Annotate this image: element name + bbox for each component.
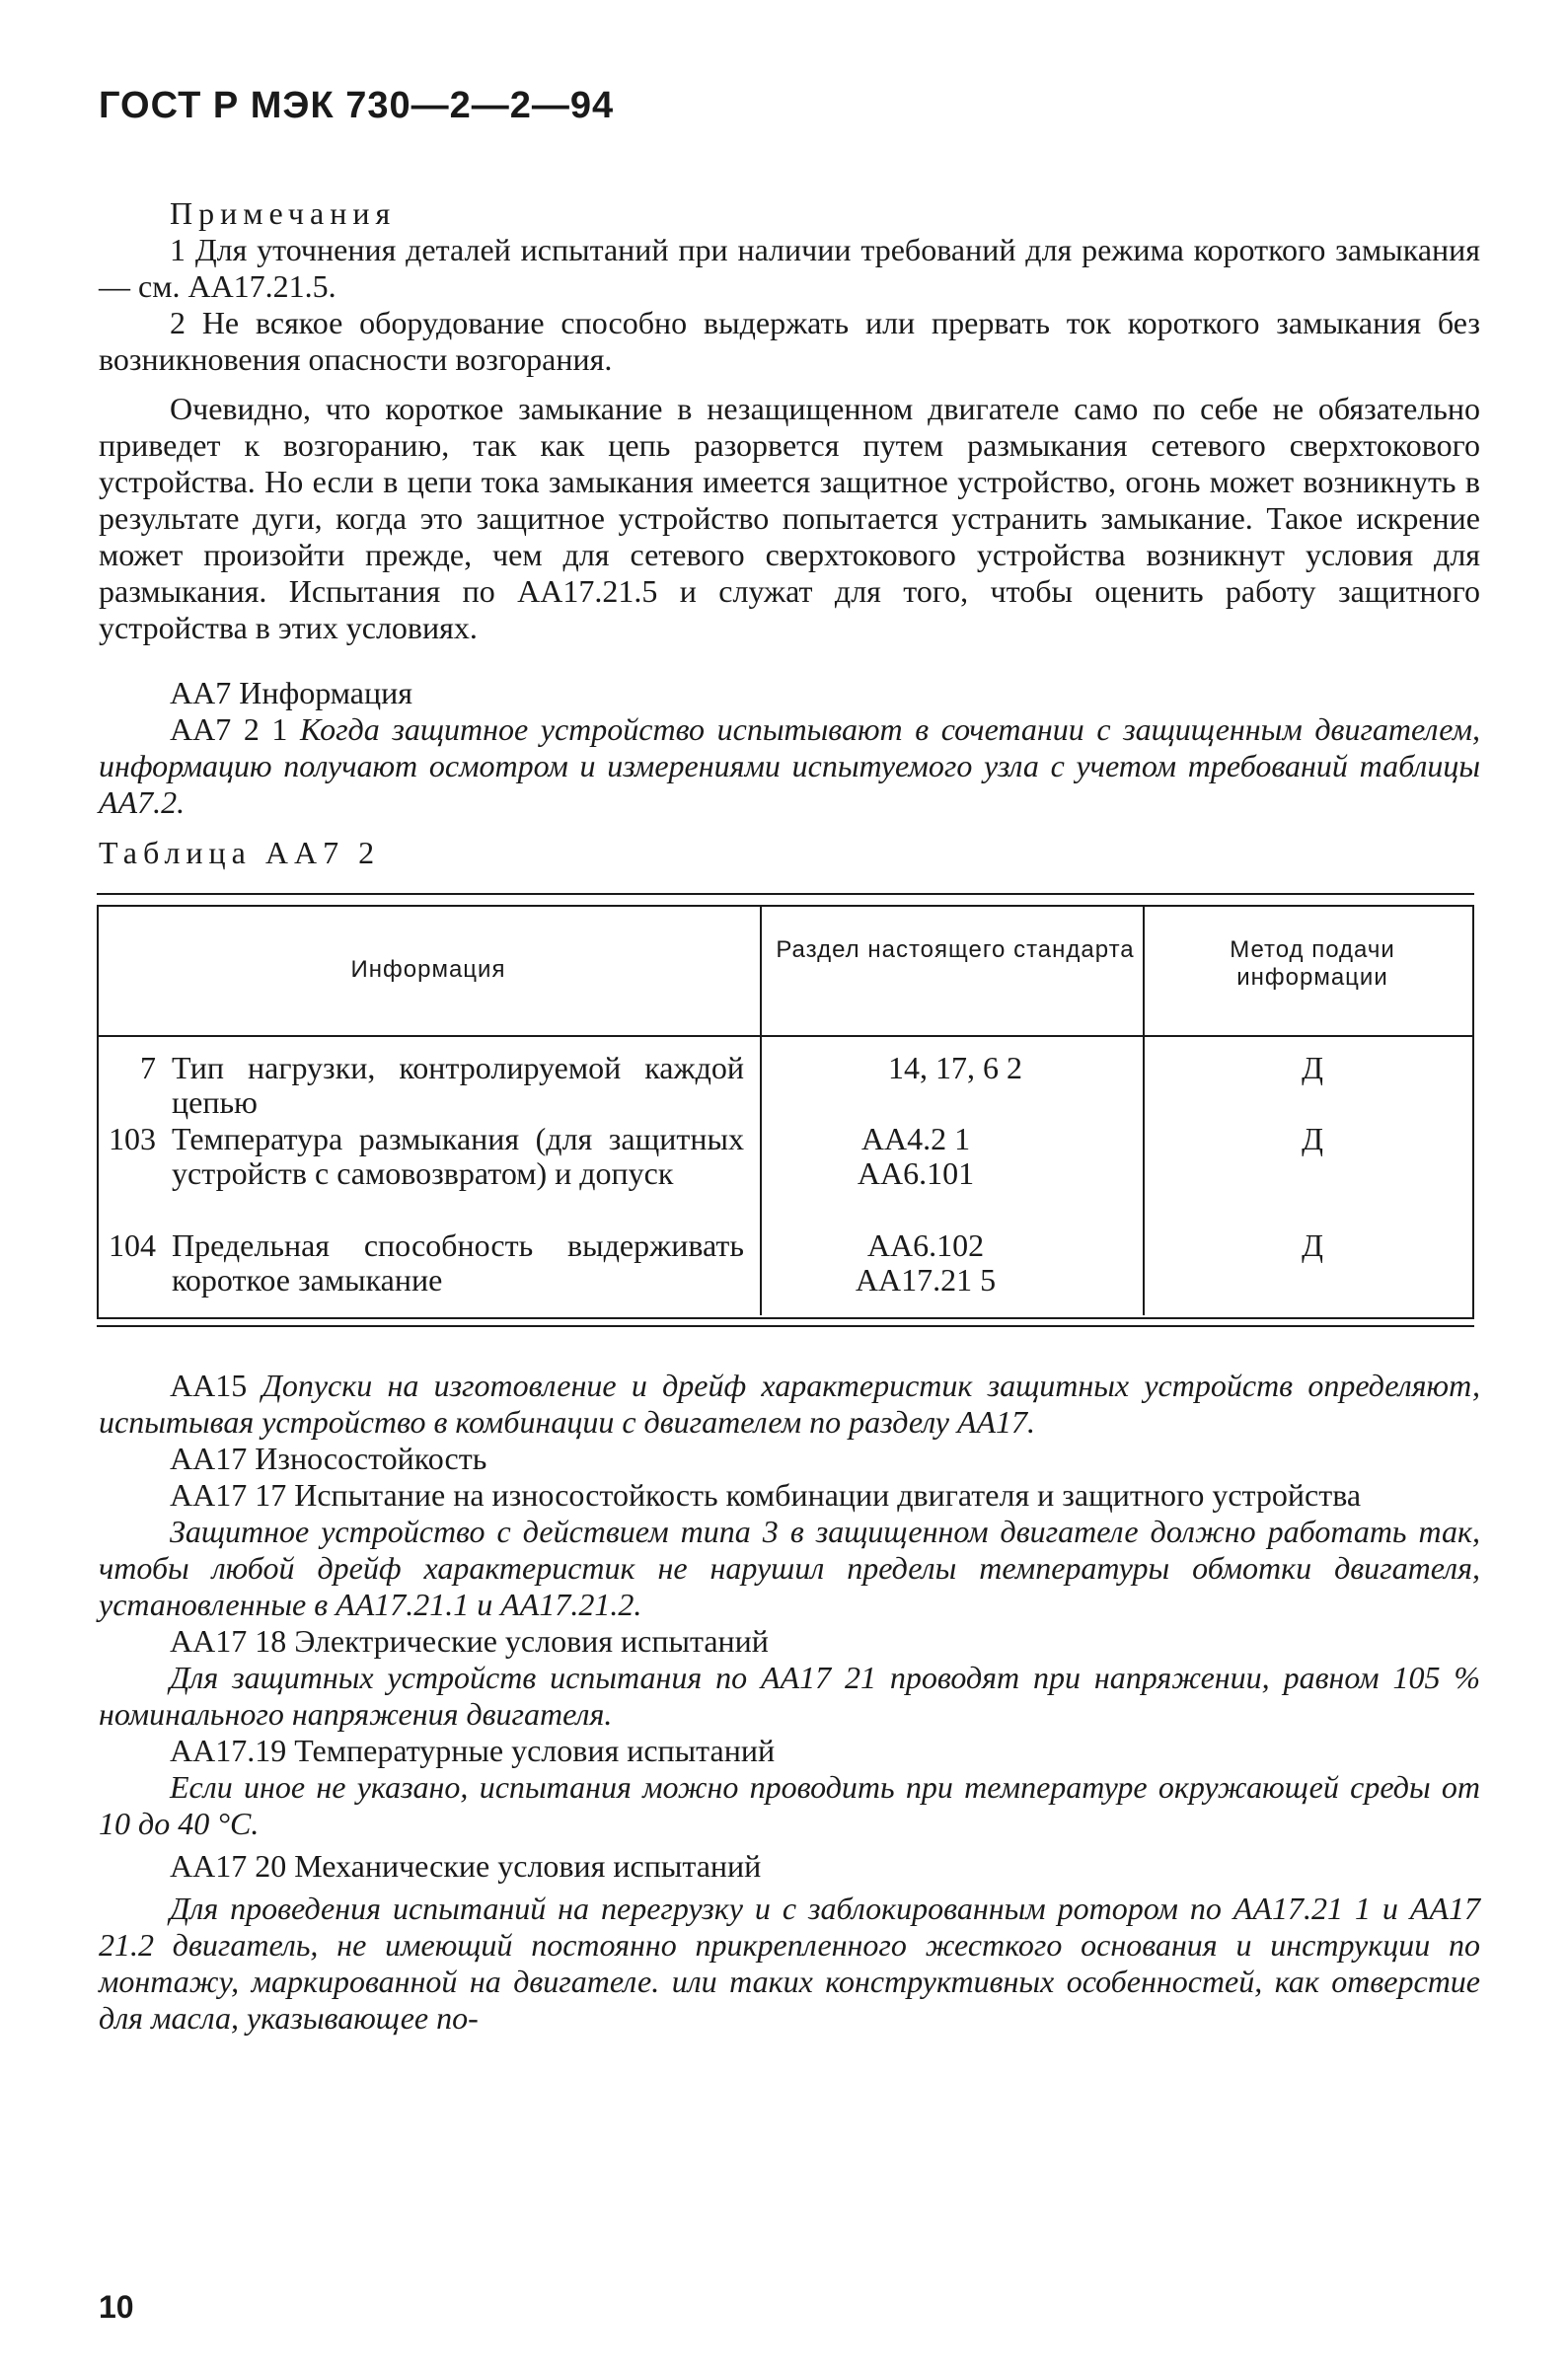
row-section: АА4.2 1 АА6.101 <box>857 1121 975 1191</box>
section-aa15 <box>99 1368 1480 1441</box>
section-aa17-19-text: Если иное не указано, испытания можно проводить при температуре окружающей среды от 10 до 40 °С. <box>99 1769 1480 1841</box>
note-2: 2 Не всякое оборудование способно выдержать или прервать ток короткого замыкания без возникновения опасности возгорания. <box>99 305 1480 377</box>
row-section: АА6.102 АА17.21 5 <box>855 1227 997 1298</box>
section-aa17-heading: АА17 Износостойкость <box>170 1441 487 1476</box>
table-header-method: Метод подачи информации <box>1230 936 1395 991</box>
row-method: Д <box>1302 1050 1323 1085</box>
row-section: 14, 17, 6 2 <box>888 1050 1022 1085</box>
document-header: ГОСТ Р МЭК 730—2—2—94 <box>99 85 615 126</box>
table-caption-block <box>99 835 1480 871</box>
table-caption: Таблица АА7 2 <box>99 835 381 870</box>
row-info: Температура размыкания (для защитных устройств с самовозвратом) и допуск <box>172 1121 744 1191</box>
row-number: 7 <box>140 1050 156 1085</box>
notes-title: Примечания <box>170 195 397 231</box>
clause-text: Допуски на изготовление и дрейф характеристик защитных устройств определяют, испытывая устройство в комбинации с двигателем по разделу АА17. <box>99 1368 1481 1440</box>
table-header-section: Раздел настоящего стандарта <box>776 936 1135 963</box>
table-bottom-rule <box>97 1317 1474 1319</box>
clause-text: Когда защитное устройство испытывают в сочетании с защищенным двигателем, информацию получают осмотром и измерениями испытуемого узла с учетом требований таблицы АА7.2. <box>99 711 1481 820</box>
row-info: Тип нагрузки, контролируемой каждой цепью <box>172 1050 744 1120</box>
paragraph-short-circuit <box>99 391 1480 646</box>
table-top-rule-2 <box>97 905 1474 907</box>
body-sections <box>99 1368 1480 2037</box>
paragraph-text: Очевидно, что короткое замыкание в незащищенном двигателе само по себе не обязательно приведет к возгоранию, так как цепь разорвется путем размыкания сетевого сверхтокового устройства. Но если в цепи тока замыкания имеется защитное устройство, огонь может возникнуть в результате дуги, когда это защитное устройство попытается устранить замыкание. Такое искрение может произойти прежде, чем для сетевого сверхтокового устройства возникнут условия для размыкания. Испытания по АА17.21.5 и служат для того, чтобы оценить работу защитного устройства в этих условиях. <box>99 391 1480 645</box>
section-aa7-heading: АА7 Информация <box>170 675 412 710</box>
section-aa17-17-text: Защитное устройство с действием типа 3 в защищенном двигателе должно работать так, чтобы любой дрейф характеристик не нарушил пределы температуры обмотки двигателя, установленные в АА17.21.1 и АА17.21.2. <box>99 1514 1480 1622</box>
table-col-divider-1 <box>760 907 762 1315</box>
notes-section <box>99 195 1480 378</box>
clause-label: АА7 2 1 <box>170 711 288 747</box>
section-aa17-20-text: Для проведения испытаний на перегрузку и с заблокированным ротором по АА17.21 1 и АА17 21.2 двигатель, не имеющий постоянно прикрепленного жесткого основания и инструкции по монтажу, маркированной на двигателе. или таких конструктивных особенностей, как отверстие для масла, указывающее по- <box>99 1891 1480 2036</box>
table-header-info: Информация <box>350 956 506 983</box>
section-aa7-2-1 <box>99 711 1480 821</box>
table-bottom-rule-2 <box>97 1325 1474 1327</box>
row-number: 104 <box>109 1227 156 1263</box>
table-top-rule <box>97 893 1474 895</box>
row-method: Д <box>1302 1121 1323 1156</box>
table-right-border <box>1472 905 1474 1319</box>
table-col-divider-2 <box>1143 907 1145 1315</box>
row-method: Д <box>1302 1227 1323 1263</box>
section-aa17-20: АА17 20 Механические условия испытаний <box>170 1848 762 1884</box>
clause-label: АА15 <box>170 1368 248 1403</box>
table-header-rule <box>97 1035 1474 1037</box>
section-aa17-18: АА17 18 Электрические условия испытаний <box>170 1623 769 1659</box>
section-aa7 <box>99 675 1480 821</box>
row-info: Предельная способность выдерживать короткое замыкание <box>172 1227 744 1298</box>
row-number: 103 <box>109 1121 156 1156</box>
section-aa17-19: АА17.19 Температурные условия испытаний <box>170 1733 776 1768</box>
section-aa17-17: АА17 17 Испытание на износостойкость комбинации двигателя и защитного устройства <box>170 1477 1362 1513</box>
section-aa17-18-text: Для защитных устройств испытания по АА17 21 проводят при напряжении, равном 105 % номинального напряжения двигателя. <box>99 1660 1480 1732</box>
info-table <box>97 893 1474 1327</box>
page-number: 10 <box>99 2289 134 2325</box>
note-1: 1 Для уточнения деталей испытаний при наличии требований для режима короткого замыкания — см. АА17.21.5. <box>99 232 1480 304</box>
